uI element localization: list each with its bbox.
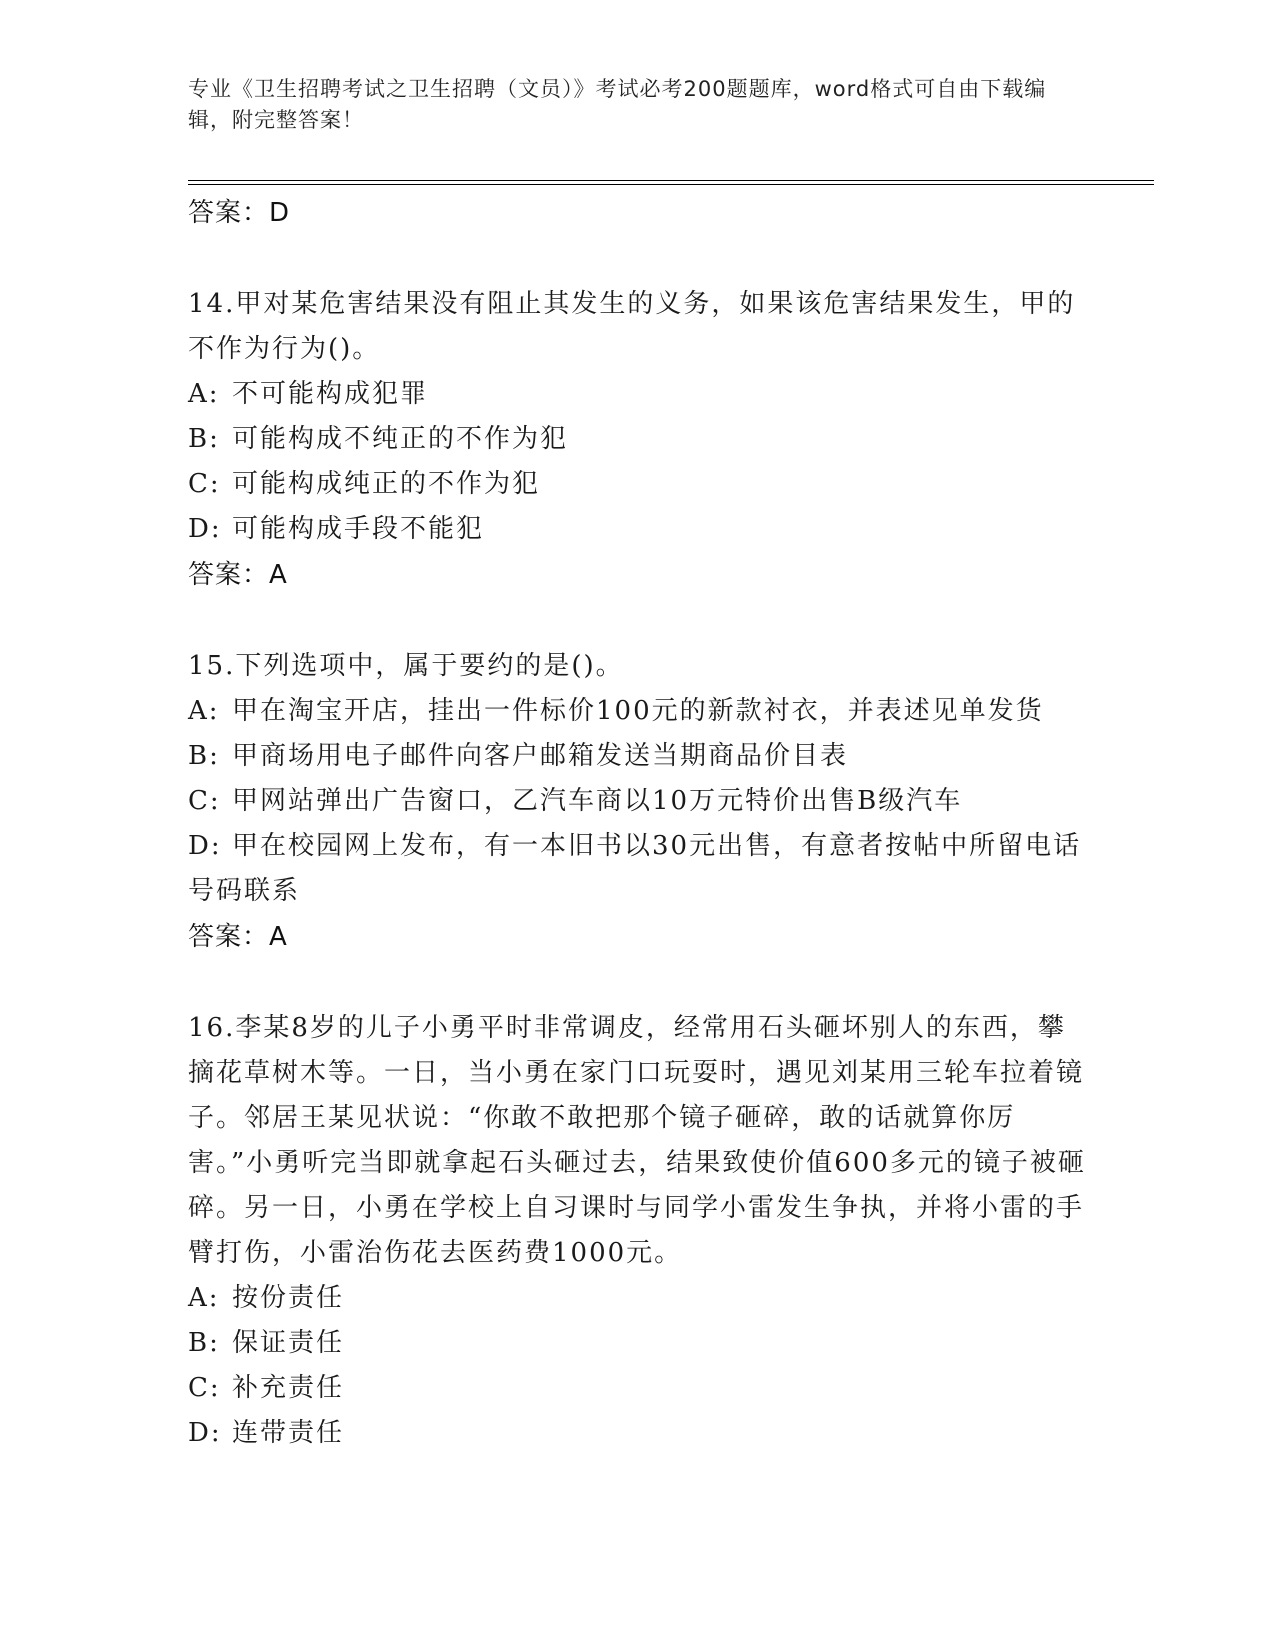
option-key: B: (188, 424, 220, 454)
option-key: D: (188, 1418, 222, 1448)
option-a (188, 372, 1088, 417)
option-text: 保证责任 (232, 1328, 345, 1358)
option-text: 甲在校园网上发布，有一本旧书以30元出售，有意者按帖中所留电话号码联系 (188, 831, 1082, 906)
option-text: 甲网站弹出广告窗口，乙汽车商以10万元特价出售B级汽车 (232, 786, 963, 816)
option-key: D: (188, 831, 222, 861)
option-text: 可能构成纯正的不作为犯 (232, 469, 541, 499)
question-14 (188, 282, 1088, 598)
option-d (188, 824, 1088, 914)
option-text: 甲在淘宝开店，挂出一件标价100元的新款衬衣，并表述见单发货 (232, 696, 1044, 726)
document-header: 专业《卫生招聘考试之卫生招聘（文员）》考试必考200题题库，word格式可自由下载编辑，附完整答案！ (188, 77, 1047, 132)
option-b (188, 734, 1088, 779)
option-a (188, 1276, 1088, 1321)
question-15 (188, 644, 1088, 960)
option-key: A: (188, 696, 220, 726)
option-c (188, 462, 1088, 507)
option-key: C: (188, 469, 221, 499)
question-16 (188, 1006, 1088, 1456)
header-rule-top (188, 180, 1154, 181)
option-text: 按份责任 (232, 1283, 345, 1313)
option-c (188, 779, 1088, 824)
option-key: C: (188, 786, 221, 816)
option-key: B: (188, 741, 220, 771)
option-text: 可能构成手段不能犯 (232, 514, 485, 544)
option-key: A: (188, 379, 220, 409)
option-key: D: (188, 514, 222, 544)
option-key: C: (188, 1373, 221, 1403)
option-b (188, 417, 1088, 462)
question-stem: 14.甲对某危害结果没有阻止其发生的义务，如果该危害结果发生，甲的不作为行为()。 (188, 289, 1076, 364)
document-body (188, 190, 1088, 1456)
option-d (188, 1411, 1088, 1456)
option-text: 补充责任 (232, 1373, 345, 1403)
option-key: B: (188, 1328, 220, 1358)
option-b (188, 1321, 1088, 1366)
option-text: 甲商场用电子邮件向客户邮箱发送当期商品价目表 (232, 741, 849, 771)
question-stem: 16.李某8岁的儿子小勇平时非常调皮，经常用石头砸坏别人的东西，攀摘花草树木等。一日，当小勇在家门口玩耍时，遇见刘某用三轮车拉着镜子。邻居王某见状说：“你敢不敢把那个镜子砸碎，敢的话就算你厉害。”小勇听完当即就拿起石头砸过去，结果致使价值600多元的镜子被砸碎。另一日，小勇在学校上自习课时与同学小雷发生争执，并将小雷的手臂打伤，小雷治伤花去医药费1000元。 (188, 1013, 1086, 1268)
answer-line: 答案：A (188, 922, 288, 952)
option-text: 连带责任 (232, 1418, 345, 1448)
option-d (188, 507, 1088, 552)
option-text: 不可能构成犯罪 (232, 379, 429, 409)
option-key: A: (188, 1283, 220, 1313)
option-a (188, 689, 1088, 734)
option-text: 可能构成不纯正的不作为犯 (232, 424, 569, 454)
answer-line: 答案：A (188, 560, 288, 590)
option-c (188, 1366, 1088, 1411)
header-rule-bottom (188, 184, 1154, 185)
answer-line: 答案：D (188, 198, 291, 228)
question-stem: 15.下列选项中，属于要约的是()。 (188, 651, 624, 681)
